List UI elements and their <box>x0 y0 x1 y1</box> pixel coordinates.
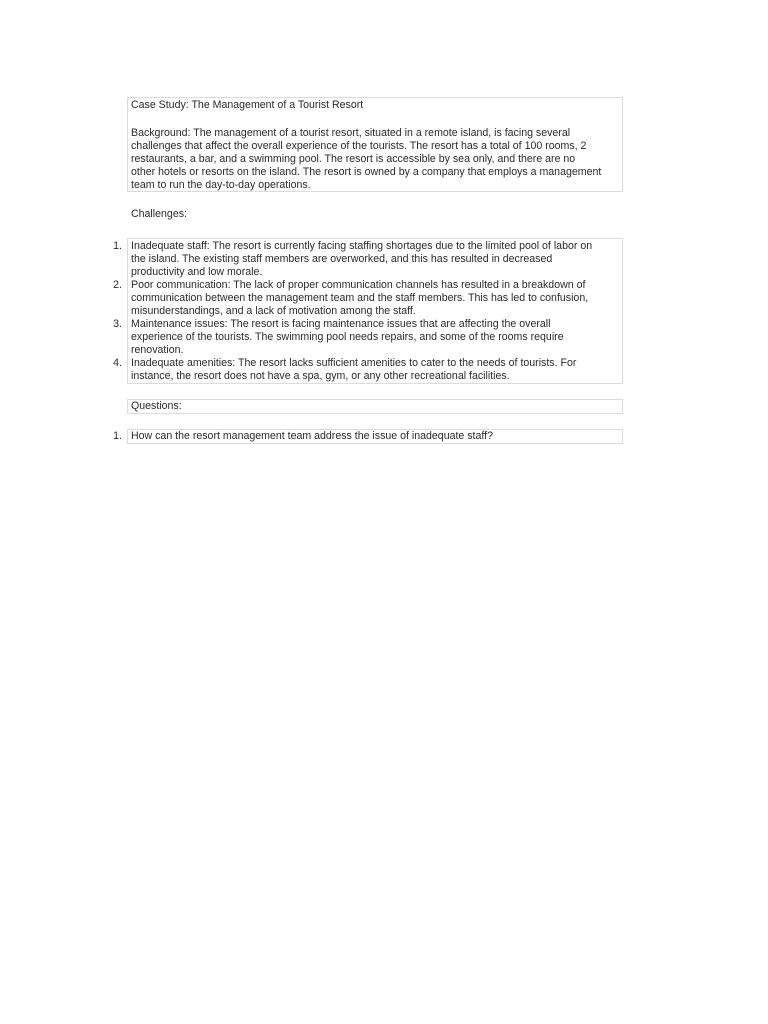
questions-heading-box <box>127 399 623 414</box>
challenge-number: 2. <box>113 279 122 291</box>
challenge-line: communication between the management team and the staff members. This has led to confusion, <box>131 292 589 304</box>
challenge-line: renovation. <box>131 344 184 356</box>
background-line: challenges that affect the overall experience of the tourists. The resort has a total of 100 rooms, 2 <box>131 140 587 152</box>
challenge-line: Maintenance issues: The resort is facing maintenance issues that are affecting the overall <box>131 318 551 330</box>
document-title: Case Study: The Management of a Tourist Resort <box>131 99 364 111</box>
challenge-line: Inadequate staff: The resort is currently facing staffing shortages due to the limited pool of labor on <box>131 240 593 252</box>
challenge-line: Inadequate amenities: The resort lacks sufficient amenities to cater to the needs of tourists. For <box>131 357 577 369</box>
background-line: other hotels or resorts on the island. The resort is owned by a company that employs a management <box>131 166 602 178</box>
challenge-line: instance, the resort does not have a spa, gym, or any other recreational facilities. <box>131 370 510 382</box>
challenge-line: experience of the tourists. The swimming pool needs repairs, and some of the rooms require <box>131 331 564 343</box>
background-line: team to run the day-to-day operations. <box>131 179 311 191</box>
question-text: How can the resort management team address the issue of inadequate staff? <box>131 430 493 442</box>
challenge-number: 3. <box>113 318 122 330</box>
background-line: restaurants, a bar, and a swimming pool. The resort is accessible by sea only, and there are no <box>131 153 576 165</box>
challenge-line: misunderstandings, and a lack of motivation among the staff. <box>131 305 416 317</box>
challenge-line: Poor communication: The lack of proper communication channels has resulted in a breakdown of <box>131 279 586 291</box>
challenges-heading: Challenges: <box>131 208 187 220</box>
questions-heading: Questions: <box>131 400 182 412</box>
challenge-number: 4. <box>113 357 122 369</box>
question-number: 1. <box>113 430 122 442</box>
challenge-line: the island. The existing staff members are overworked, and this has resulted in decreased <box>131 253 553 265</box>
background-line: Background: The management of a tourist resort, situated in a remote island, is facing several <box>131 127 571 139</box>
challenge-number: 1. <box>113 240 122 252</box>
challenge-line: productivity and low morale. <box>131 266 263 278</box>
